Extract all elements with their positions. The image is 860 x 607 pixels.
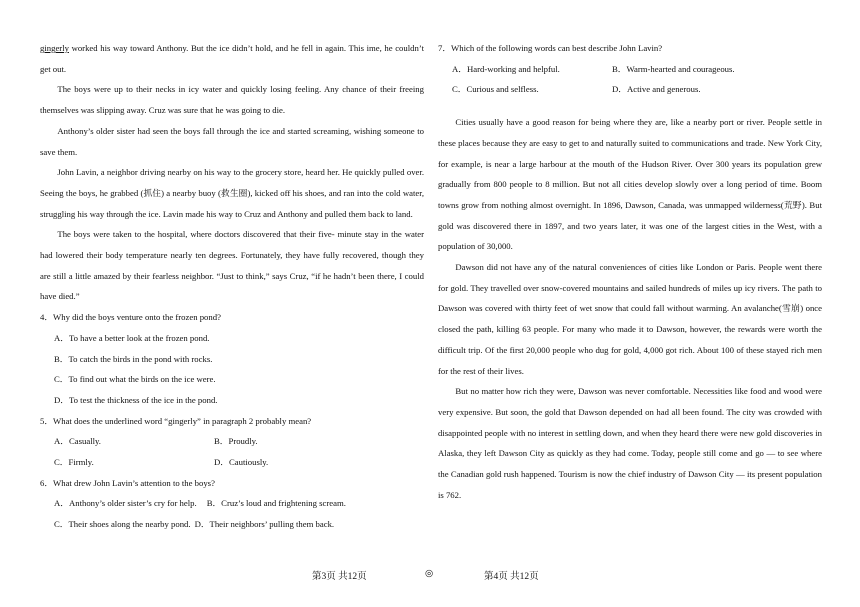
spacer: [438, 100, 822, 112]
option-6c: C．Their shoes along the nearby pond.: [54, 519, 191, 530]
passage-paragraph: John Lavin, a neighbor driving nearby on his way to the grocery store, heard her. He quickly pulled over. Seeing the boys, he grabbed (抓住) a nearby buoy (救生圈), kicked off his shoes, and ran into the cold water, struggling his way through the ice. Lavin made his way to Cruz and Anthony and pulled them back to land.: [40, 167, 424, 219]
option-6b: B．Cruz’s loud and frightening scream.: [206, 498, 346, 509]
page-number-right: 第4页 共12页: [484, 572, 539, 582]
options-row: [438, 79, 822, 100]
left-column: [40, 38, 424, 535]
passage-paragraph: Anthony’s older sister had seen the boys fall through the ice and started screaming, wishing someone to save them.: [40, 125, 424, 157]
option-5d: D．Cautiously.: [214, 457, 269, 468]
option-6d: D．Their neighbors’ pulling them back.: [194, 519, 335, 530]
option-4a: A．To have a better look at the frozen pond.: [54, 332, 210, 343]
question-6: 6．What drew John Lavin’s attention to the boys?: [40, 477, 215, 488]
options-row: [40, 452, 424, 473]
options-row: [438, 59, 822, 80]
binding-mark-icon: ◎: [425, 569, 434, 579]
right-column: [438, 38, 822, 505]
passage-paragraph: The boys were up to their necks in icy water and quickly losing feeling. Any chance of their freeing themselves was slipping away. Cruz was sure that he was going to die.: [40, 84, 424, 116]
options-row: [40, 514, 424, 535]
paragraph-text: worked his way toward Anthony. But the ice didn’t hold, and he fell in again. This ime, he couldn’t get out.: [40, 43, 424, 74]
option-7b: B．Warm-hearted and courageous.: [612, 63, 735, 74]
option-6a: A．Anthony’s older sister’s cry for help.: [54, 498, 197, 509]
page-number-left: 第3页 共12页: [312, 572, 367, 582]
option-5c: C．Firmly.: [54, 457, 94, 468]
passage-paragraph: But no matter how rich they were, Dawson was never comfortable. Necessities like food and wood were very expensive. But soon, the gold that Dawson depended on had all been found. The city was crowded with disappointed people with no interest in settling down, and when they heard there were new gold discoveries in Alaska, they left Dawson City as quickly as they had come. Today, people still come and go — to see where the Canadian gold rush happened. Tourism is now the chief industry of Dawson City — its present population is 762.: [438, 386, 822, 500]
options-row: [40, 493, 424, 514]
option-7d: D．Active and generous.: [612, 84, 701, 95]
option-4c: C．To find out what the birds on the ice were.: [54, 374, 216, 385]
passage-paragraph: Dawson did not have any of the natural conveniences of cities like London or Paris. People went there for gold. They travelled over snow-covered mountains and sailed hundreds of miles up icy rivers. The path to Dawson was covered with thirty feet of wet snow that could fall without warming. An avalanche(雪崩) once closed the path, killing 63 people. For many who made it to Dawson, however, the rewards were worth the difficult trip. Of the first 20,000 people who dug for gold, 4,000 got rich. About 100 of these stayed rich men for the rest of their lives.: [438, 262, 822, 376]
option-5b: B．Proudly.: [214, 436, 258, 447]
question-5: 5．What does the underlined word “gingerly” in paragraph 2 probably mean?: [40, 415, 312, 426]
option-7c: C．Curious and selfless.: [452, 84, 539, 95]
option-7a: A．Hard-working and helpful.: [452, 63, 560, 74]
underlined-word: gingerly: [40, 43, 69, 53]
passage-paragraph: [40, 38, 424, 79]
option-5a: A．Casually.: [54, 436, 101, 447]
options-row: [40, 431, 424, 452]
question-7: 7．Which of the following words can best describe John Lavin?: [438, 43, 663, 53]
passage-paragraph: Cities usually have a good reason for being where they are, like a nearby port or river. People settle in these places because they are easy to get to and naturally suited to communications and trade. New York City, for example, is near a large harbour at the mouth of the Hudson River. Over 300 years its population grew gradually from 800 people to 8 million. But not all cities develop slowly over a long period of time. Boom towns grow from nothing almost overnight. In 1896, Dawson, Canada, was unmapped wilderness(荒野). But gold was discovered there in 1897, and two years later, it was one of the largest cities in the West, with a population of 30,000.: [438, 117, 822, 252]
question-4: 4．Why did the boys venture onto the frozen pond?: [40, 312, 221, 323]
passage-paragraph: The boys were taken to the hospital, where doctors discovered that their five- minute stay in the water had lowered their body temperature nearly ten degrees. Fortunately, they have fully recovered, though they are still a little amazed by their fearless neighbor. “Just to think,” says Cruz, “if he hadn’t been there, I could have died.”: [40, 229, 424, 302]
option-4d: D．To test the thickness of the ice in the pond.: [54, 394, 218, 405]
option-4b: B．To catch the birds in the pond with rocks.: [54, 353, 213, 364]
